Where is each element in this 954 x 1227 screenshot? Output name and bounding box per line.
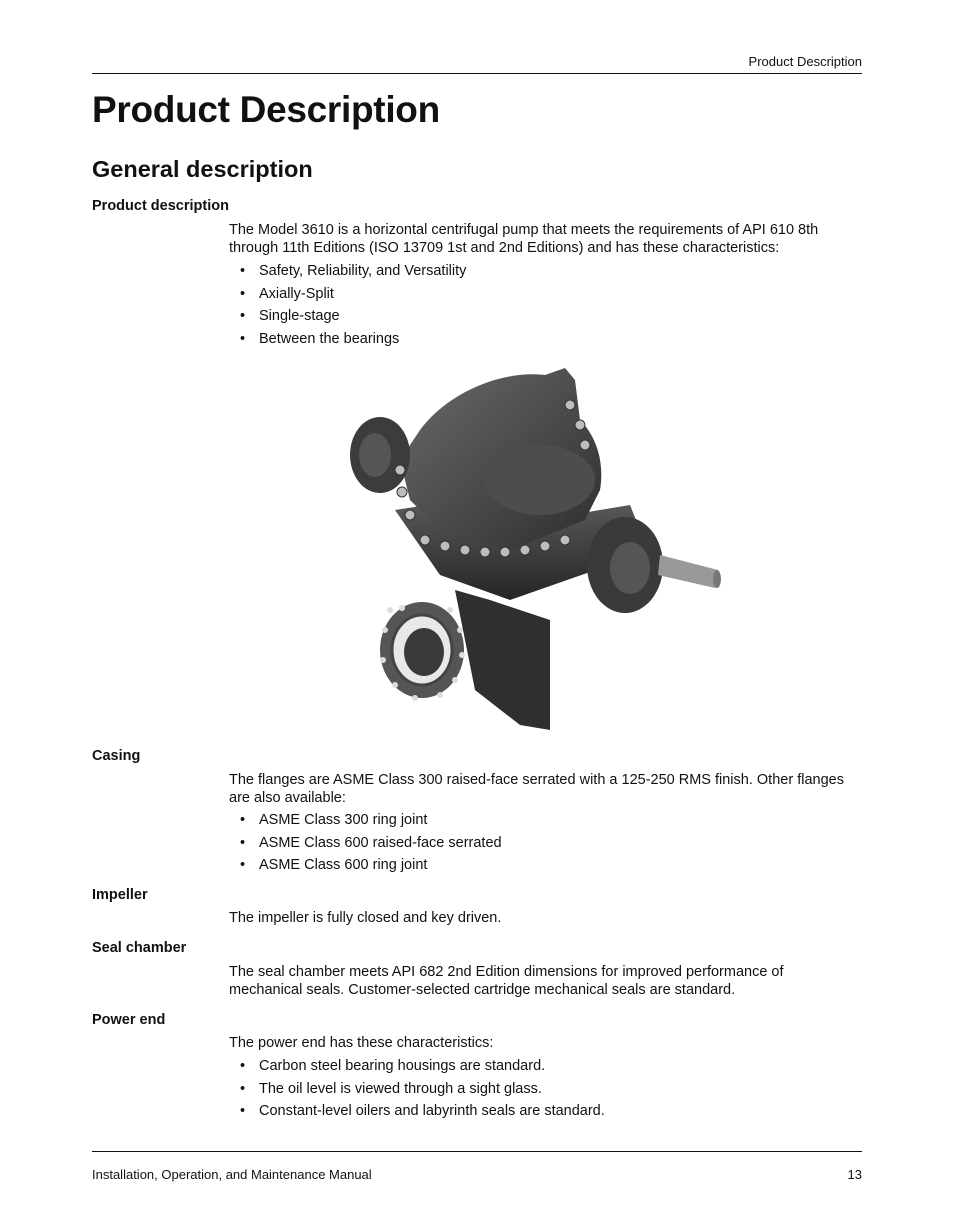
list-item: • Axially-Split xyxy=(229,285,466,308)
footer-rule xyxy=(92,1151,862,1152)
running-header: Product Description xyxy=(748,54,862,69)
list-item: • ASME Class 600 ring joint xyxy=(229,856,502,879)
pump-illustration xyxy=(340,360,730,732)
list-item: • Between the bearings xyxy=(229,330,466,353)
list-item: • Single-stage xyxy=(229,307,466,330)
casing-flanges-list xyxy=(229,811,502,879)
page-number: 13 xyxy=(847,1167,862,1182)
casing-label: Casing xyxy=(92,748,141,764)
power-end-text: The power end has these characteristics: xyxy=(229,1035,494,1051)
power-end-label: Power end xyxy=(92,1012,166,1028)
section-heading: General description xyxy=(92,156,313,182)
page-title: Product Description xyxy=(92,89,440,130)
list-item: • ASME Class 300 ring joint xyxy=(229,811,502,834)
product-characteristics-list xyxy=(229,262,466,352)
product-description-text: The Model 3610 is a horizontal centrifugal pump that meets the requirements of API 610 8th through 11th Editions (ISO 13709 1st and 2nd Editions) and has these characteristics: xyxy=(229,222,819,256)
seal-chamber-label: Seal chamber xyxy=(92,940,187,956)
power-end-list xyxy=(229,1057,605,1125)
product-description-label: Product description xyxy=(92,198,229,214)
casing-text: The flanges are ASME Class 300 raised-face serrated with a 125-250 RMS finish. Other flanges are also available: xyxy=(229,772,844,806)
list-item: • Safety, Reliability, and Versatility xyxy=(229,262,466,285)
header-rule xyxy=(92,73,862,74)
list-item: • The oil level is viewed through a sight glass. xyxy=(229,1080,605,1103)
list-item: • Carbon steel bearing housings are standard. xyxy=(229,1057,605,1080)
footer-manual-title: Installation, Operation, and Maintenance Manual xyxy=(92,1167,372,1182)
list-item: • Constant-level oilers and labyrinth seals are standard. xyxy=(229,1102,605,1125)
impeller-text: The impeller is fully closed and key driven. xyxy=(229,910,502,926)
list-item: • ASME Class 600 raised-face serrated xyxy=(229,834,502,857)
impeller-label: Impeller xyxy=(92,887,148,903)
seal-chamber-text: The seal chamber meets API 682 2nd Edition dimensions for improved performance of mechanical seals. Customer-selected cartridge mechanical seals are standard. xyxy=(229,964,784,998)
